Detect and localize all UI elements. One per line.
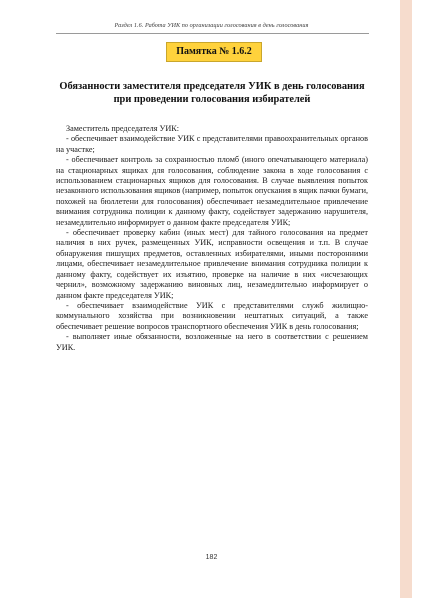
title-line-2: при проведении голосования избирателей (113, 94, 311, 105)
intro-paragraph: Заместитель председателя УИК: (66, 124, 179, 133)
running-header: Раздел 1.6. Работа УИК по организации голосования в день голосования (114, 22, 309, 29)
document-title (24, 80, 400, 106)
side-accent-bar (400, 0, 412, 598)
header-divider (56, 33, 369, 34)
page-number: 182 (205, 554, 218, 561)
duty-item: - обеспечивает взаимодействие УИК с представителями служб жилищно-коммунального хозяйства при возникновении нештатных ситуаций, а также обеспечивает решение вопросов транспортного обеспечения УИК в день голосования; (56, 300, 368, 331)
duty-item: - обеспечивает проверку кабин (иных мест) для тайного голосования на предмет наличия в них ручек, размещенных УИК, исправности освещения и т.п. В случае обнаружения пишущих предметов, оставленных избирателями, иными посторонними лицами, обеспечивает незамедлительное привлечение внимания сотрудника полиции к данному факту, содействует их изъятию, проверке на наличие в них «исчезающих чернил», возможному задержанию виновных лиц, незамедлительно информирует о данном факте председателя УИК; (56, 228, 368, 300)
duty-item: - обеспечивает контроль за сохранностью пломб (иного опечатывающего материала) на стационарных ящиках для голосования, соблюдение закона в ходе голосования с использованием стационарных ящиков для голосования. В случае выявления попыток незаконного использования ящиков (например, попыток опускания в ящик пачки бумаги, похожей на бюллетени для голосования) обеспечивает незамедлительное привлечение внимания сотрудника полиции к данному факту, содействует задержанию нарушителя, незамедлительно информирует о данном факте председателя УИК; (56, 155, 368, 227)
title-line-1: Обязанности заместителя председателя УИК в день голосования (59, 81, 365, 92)
duty-item: - обеспечивает взаимодействие УИК с представителями правоохранительных органов на участке; (56, 134, 368, 154)
body-text (56, 124, 368, 353)
memo-number-badge: Памятка № 1.6.2 (166, 42, 262, 62)
duty-item: - выполняет иные обязанности, возложенные на него в соответствии с решением УИК. (56, 332, 368, 352)
